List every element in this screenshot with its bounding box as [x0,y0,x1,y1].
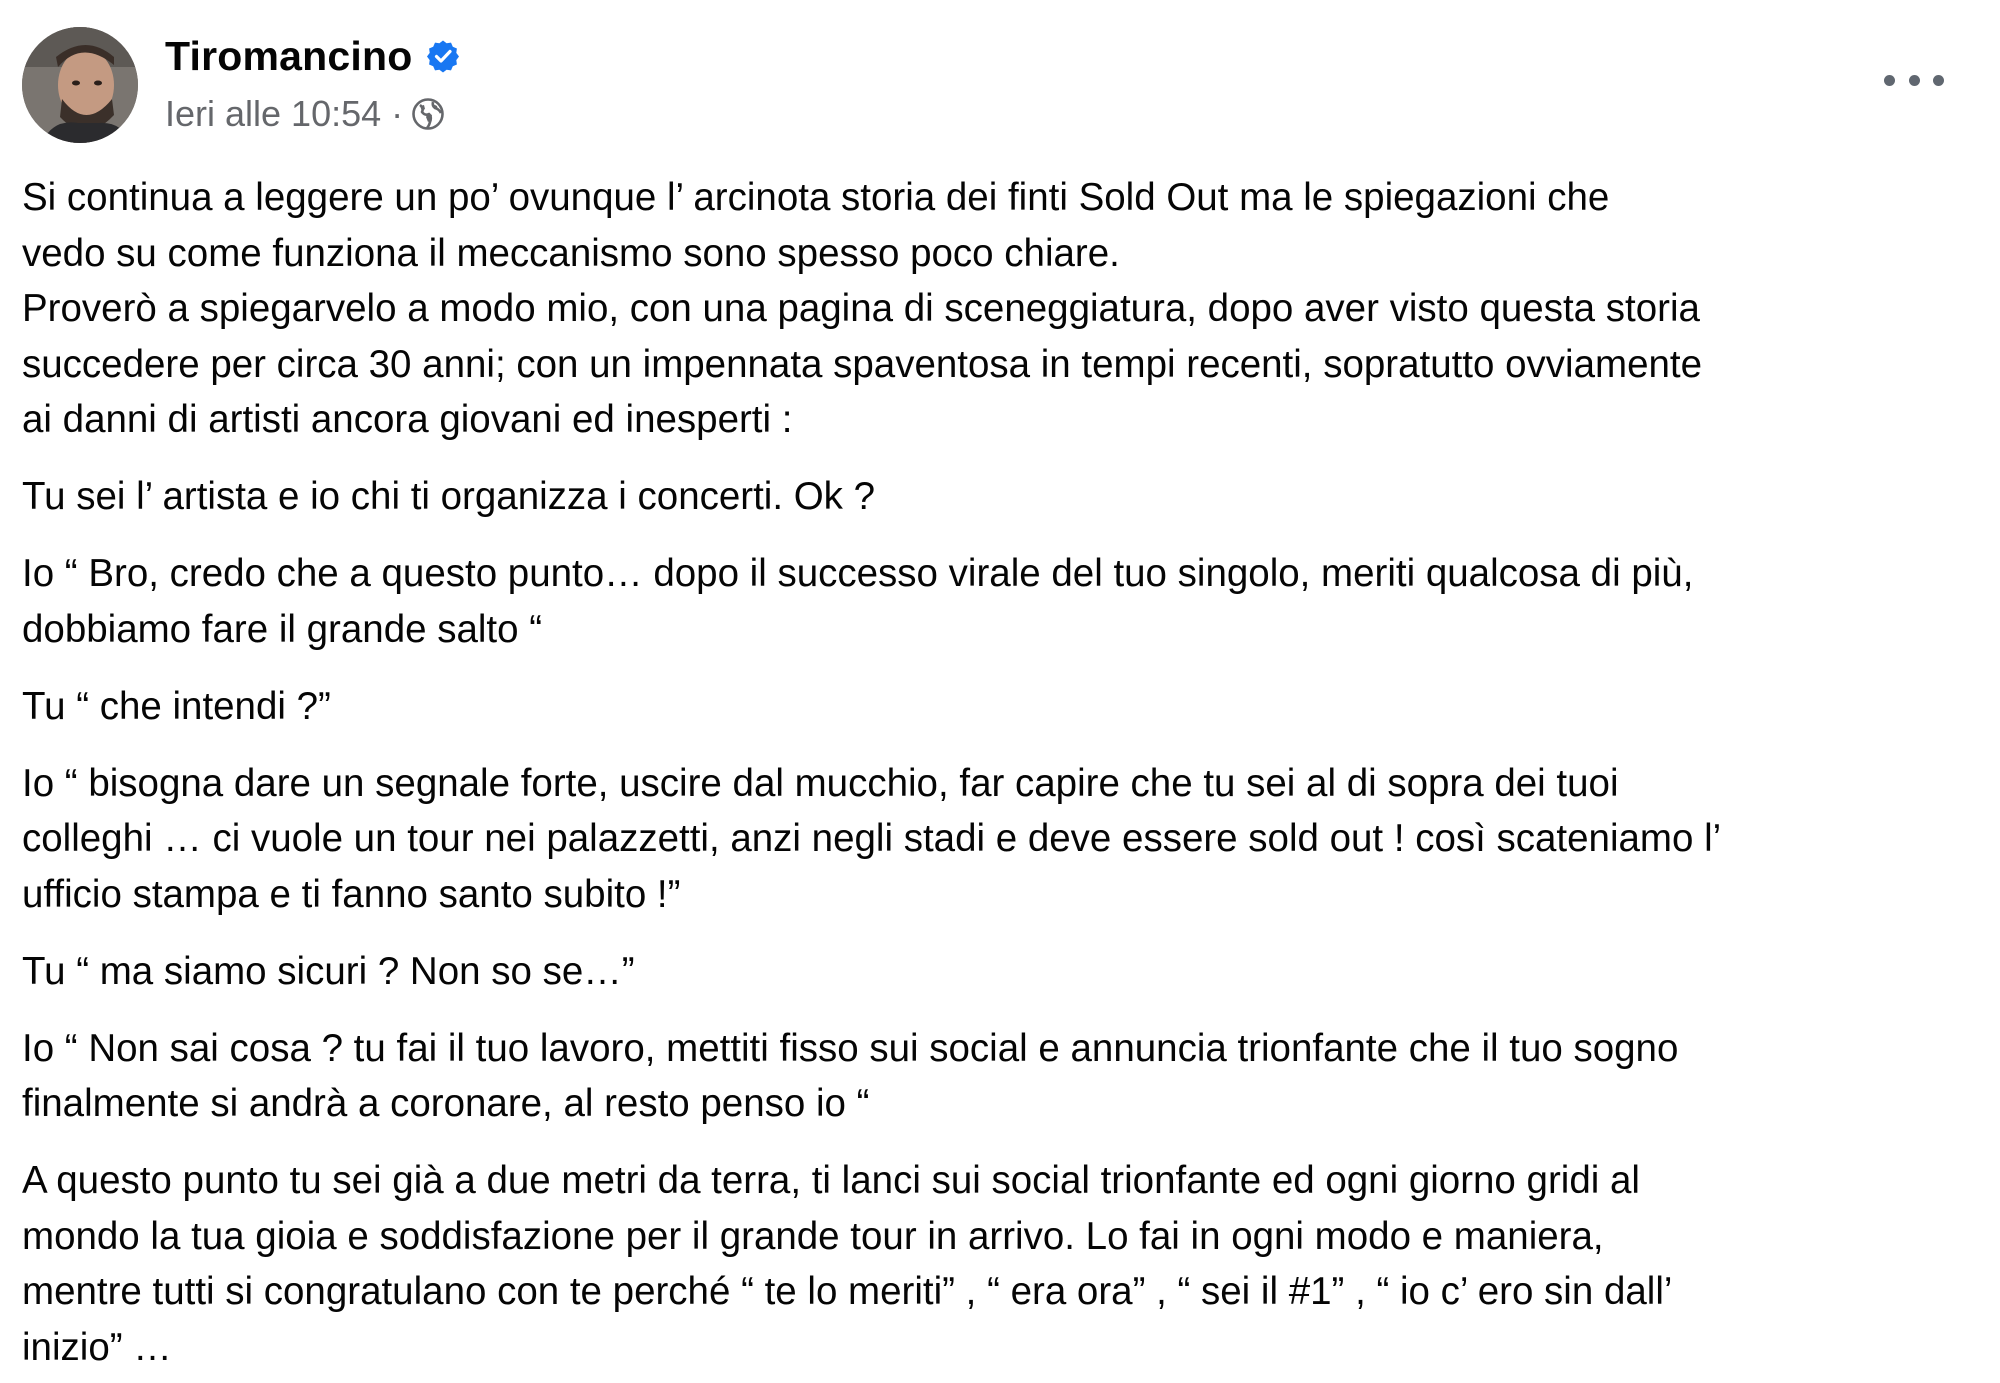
author-row [165,27,460,85]
post-paragraph [22,1153,1997,1375]
author-name[interactable]: Tiromancino [165,32,413,79]
meta-separator: · [391,93,404,134]
avatar[interactable] [22,27,138,143]
paragraph-line: vedo su come funziona il meccanismo sono spesso poco chiare. [22,231,1120,275]
paragraph-line: Io “ Bro, credo che a questo punto… dopo il successo virale del tuo singolo, meriti qualcosa di più, [22,552,1694,595]
paragraph-line: ufficio stampa e ti fanno santo subito !” [22,872,681,916]
post-paragraph [22,944,1997,1000]
paragraph-line: mentre tutti si congratulano con te perché “ te lo meriti” , “ era ora” , “ sei il #1” , “ io c’ ero sin dall’ [22,1270,1673,1313]
timestamp-row [165,85,460,143]
post-paragraph [22,1021,1997,1132]
globe-icon[interactable] [411,97,445,131]
post-header [22,26,460,144]
paragraph-line: inizio” … [22,1325,172,1369]
paragraph-line: Io “ bisogna dare un segnale forte, uscire dal mucchio, far capire che tu sei al di sopra dei tuoi [22,761,1619,805]
more-dot [1933,75,1944,86]
paragraph-line: Tu sei l’ artista e io chi ti organizza i concerti. Ok ? [22,475,876,518]
paragraph-line: Tu “ ma siamo sicuri ? Non so se…” [22,949,635,993]
paragraph-line: Si continua a leggere un po’ ovunque l’ arcinota storia dei finti Sold Out ma le spiegazioni che [22,176,1610,219]
more-dot [1909,75,1920,86]
paragraph-line: Io “ Non sai cosa ? tu fai il tuo lavoro, mettiti fisso sui social e annuncia trionfante che il tuo sogno [22,1026,1679,1070]
post-paragraph [22,546,1997,657]
post-body [22,170,1997,1383]
paragraph-line: ai danni di artisti ancora giovani ed inesperti : [22,398,793,441]
post-meta [165,27,460,143]
paragraph-line: dobbiamo fare il grande salto “ [22,607,543,651]
post-paragraph [22,469,1997,525]
avatar-image [22,27,138,143]
paragraph-line: mondo la tua gioia e soddisfazione per il grande tour in arrivo. Lo fai in ogni modo e maniera, [22,1214,1604,1258]
post-timestamp[interactable]: Ieri alle 10:54 [165,93,382,134]
paragraph-line: colleghi … ci vuole un tour nei palazzetti, anzi negli stadi e deve essere sold out ! così scateniamo l’ [22,817,1722,860]
post-paragraph [22,679,1997,735]
more-dot [1884,75,1895,86]
paragraph-line: A questo punto tu sei già a due metri da terra, ti lanci sui social trionfante ed ogni giorno gridi al [22,1159,1640,1202]
paragraph-line: Tu “ che intendi ?” [22,684,331,728]
paragraph-line: finalmente si andrà a coronare, al resto penso io “ [22,1082,870,1125]
post-paragraph [22,170,1997,448]
paragraph-line: succedere per circa 30 anni; con un impennata spaventosa in tempi recenti, sopratutto ovviamente [22,342,1702,386]
verified-badge-icon [426,39,460,73]
paragraph-line: Proverò a spiegarvelo a modo mio, con una pagina di sceneggiatura, dopo aver visto questa storia [22,287,1700,330]
more-options-icon[interactable] [1884,60,1944,100]
post-paragraph [22,756,1997,923]
